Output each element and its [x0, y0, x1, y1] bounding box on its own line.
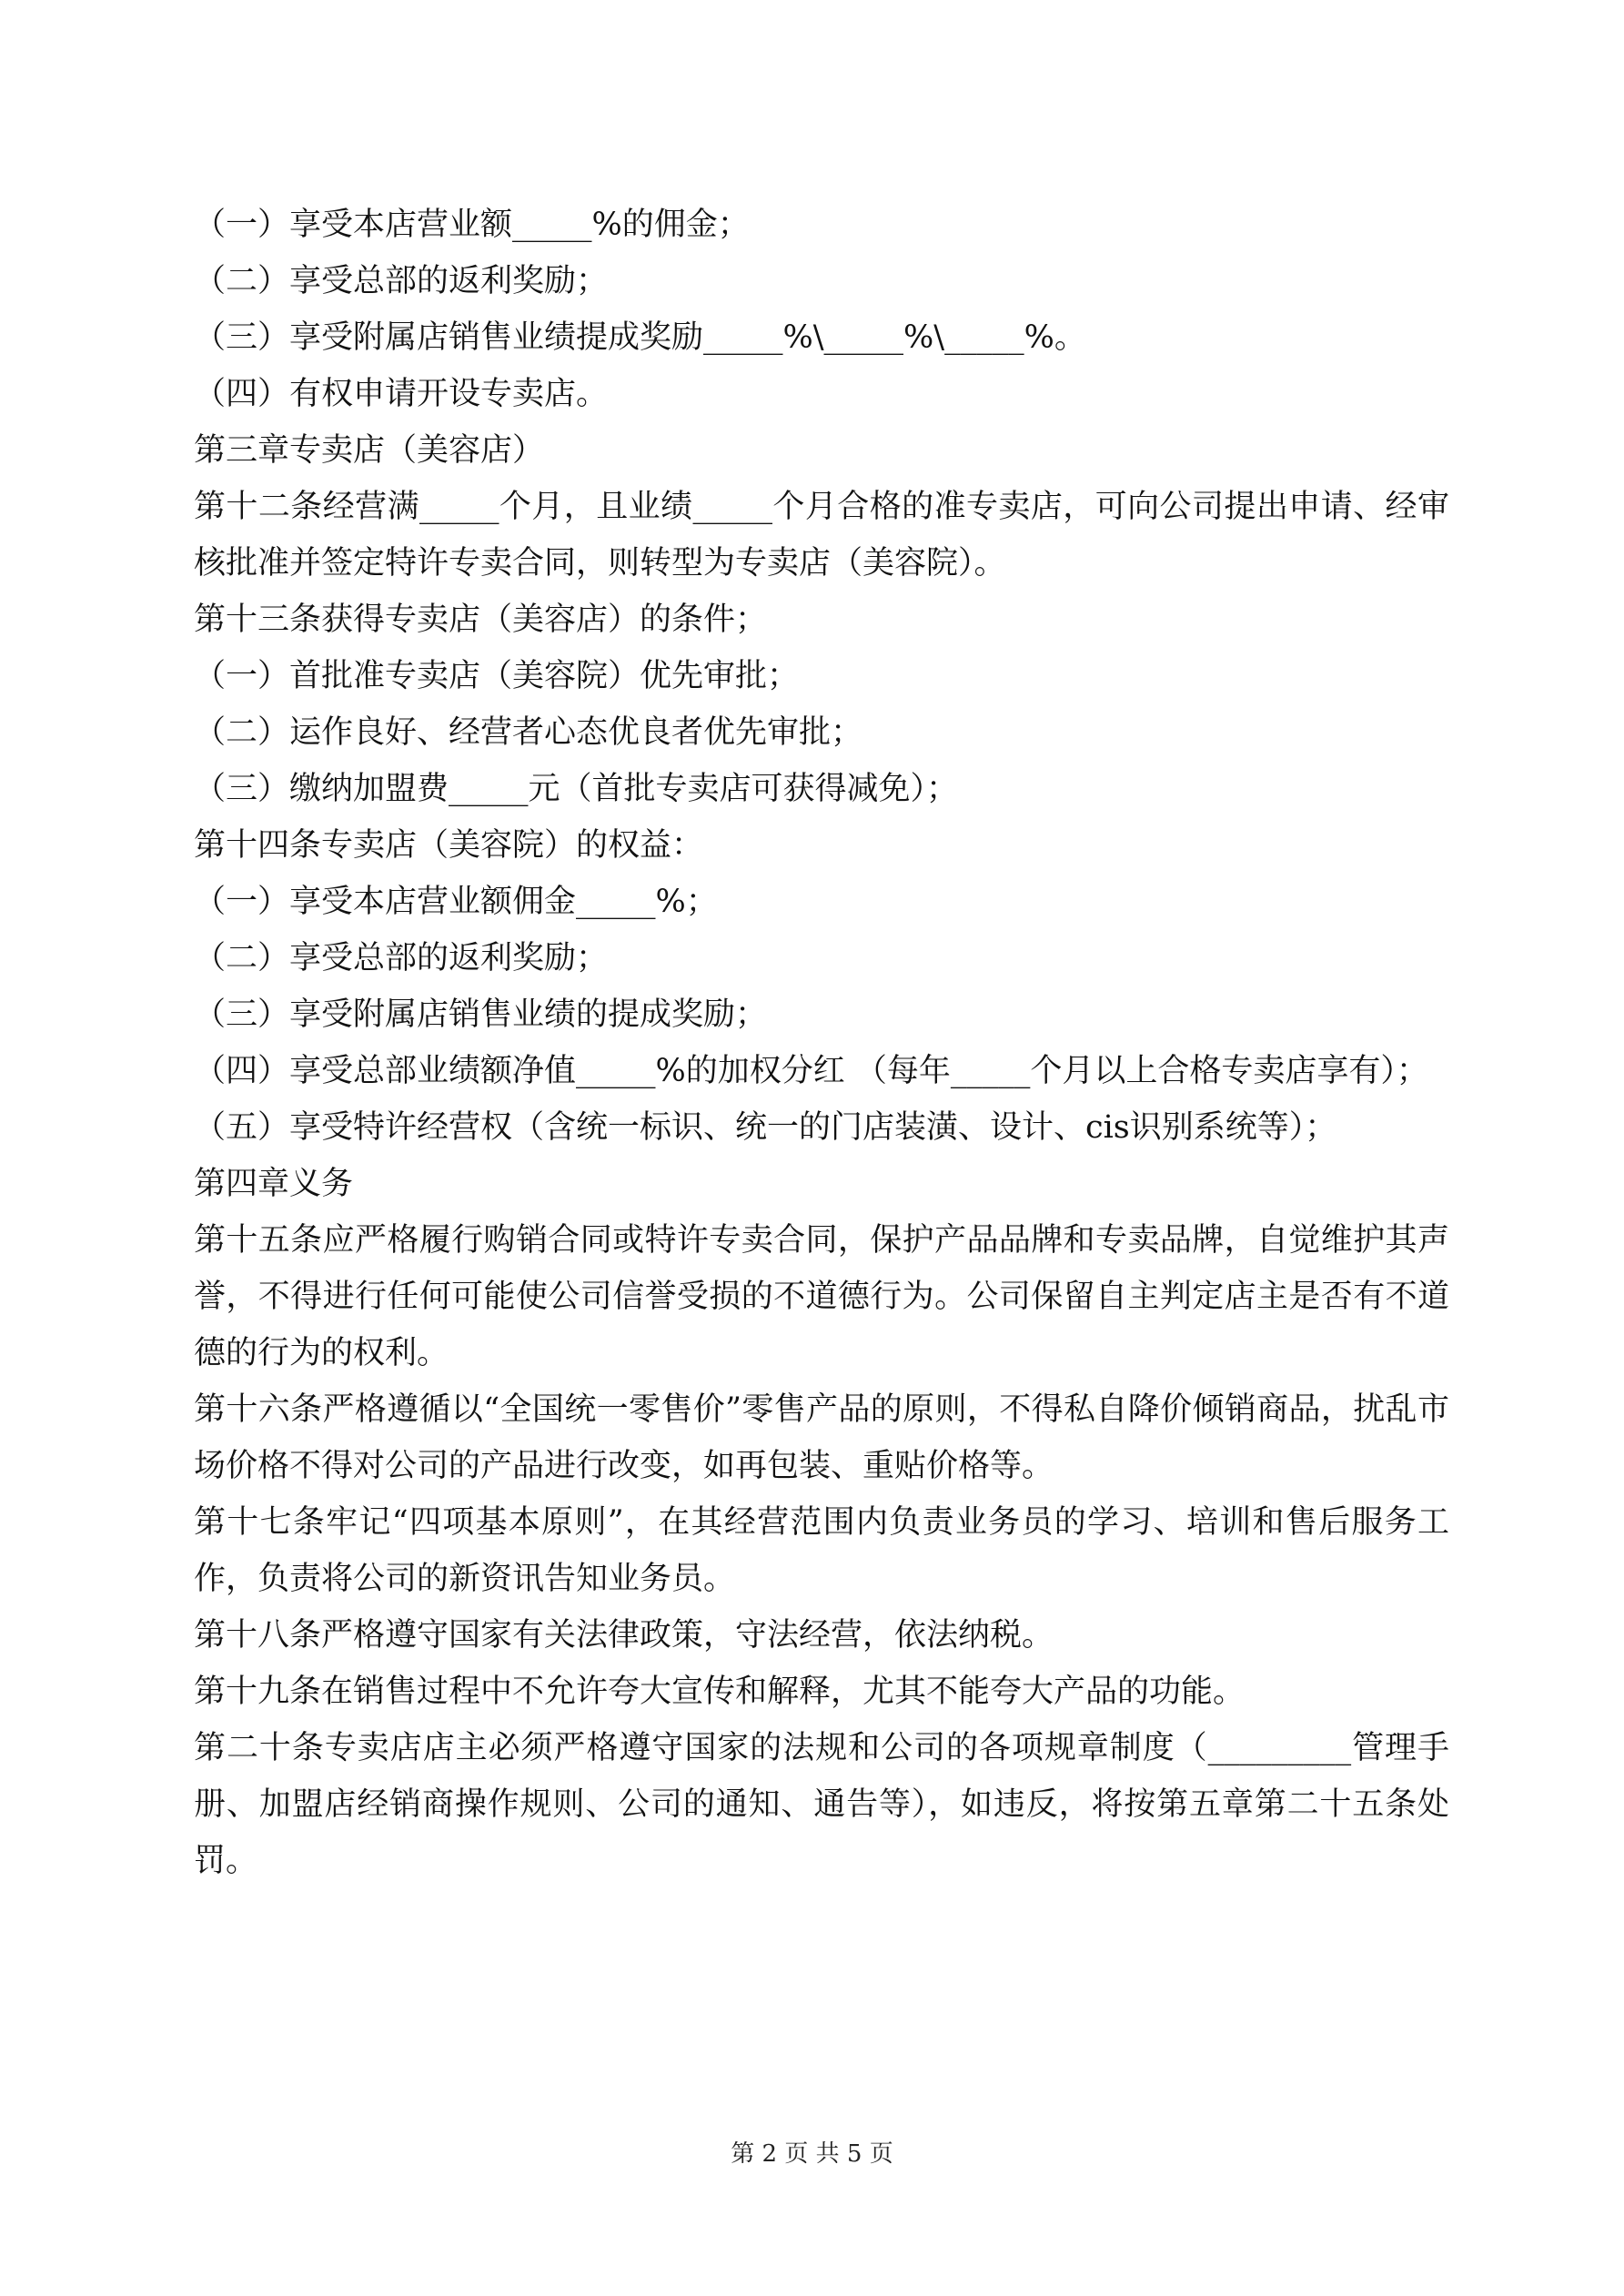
article-paragraph: 第十五条应严格履行购销合同或特许专卖合同，保护产品品牌和专卖品牌，自觉维护其声誉，不得进行任何可能使公司信誉受损的不道德行为。公司保留自主判定店主是否有不道德的行为的权利。	[194, 1222, 1449, 1371]
article-paragraph: 第二十条专卖店店主必须严格遵守国家的法规和公司的各项规章制度（_________管理手册、加盟店经销商操作规则、公司的通知、通告等），如违反，将按第五章第二十五条处罚。	[194, 1730, 1449, 1879]
clause-item: （五）享受特许经营权（含统一标识、统一的门店装潢、设计、cis识别系统等）；	[194, 1109, 1337, 1146]
article-paragraph: 第十三条获得专卖店（美容店）的条件；	[194, 602, 768, 638]
article-paragraph: 第十六条严格遵循以“全国统一零售价”零售产品的原则，不得私自降价倾销商品，扰乱市场价格不得对公司的产品进行改变，如再包装、重贴价格等。	[194, 1391, 1449, 1484]
chapter-heading: 第三章专卖店（美容店）	[194, 432, 545, 469]
document-body	[194, 197, 1449, 1889]
clause-item: （二）享受总部的返利奖励；	[194, 263, 609, 299]
chapter-heading: 第四章义务	[194, 1166, 354, 1202]
clause-item: （四）有权申请开设专卖店。	[194, 376, 609, 412]
clause-item: （二）运作良好、经营者心态优良者优先审批；	[194, 714, 863, 751]
page-number-footer: 第 2 页 共 5 页	[731, 2140, 893, 2168]
clause-item: （三）缴纳加盟费_____元（首批专卖店可获得减免）；	[194, 771, 959, 807]
article-paragraph: 第十四条专卖店（美容院）的权益：	[194, 827, 704, 864]
clause-item: （三）享受附属店销售业绩的提成奖励；	[194, 996, 768, 1033]
clause-item: （一）享受本店营业额_____%的佣金；	[194, 207, 750, 243]
clause-item: （一）享受本店营业额佣金_____%；	[194, 884, 718, 920]
clause-item: （一）首批准专卖店（美容院）优先审批；	[194, 658, 800, 694]
clause-item: （四）享受总部业绩额净值_____%的加权分红 （每年_____个月以上合格专卖店享有）；	[194, 1053, 1428, 1089]
clause-item: （二）享受总部的返利奖励；	[194, 940, 609, 976]
clause-item: （三）享受附属店销售业绩提成奖励_____%\_____%\_____%。	[194, 319, 1086, 356]
article-paragraph: 第十八条严格遵守国家有关法律政策，守法经营，依法纳税。	[194, 1617, 1054, 1654]
article-paragraph: 第十二条经营满_____个月，且业绩_____个月合格的准专卖店，可向公司提出申请、经审核批准并签定特许专卖合同，则转型为专卖店（美容院）。	[194, 489, 1449, 582]
article-paragraph: 第十九条在销售过程中不允许夸大宣传和解释，尤其不能夸大产品的功能。	[194, 1674, 1246, 1710]
article-paragraph: 第十七条牢记“四项基本原则”，在其经营范围内负责业务员的学习、培训和售后服务工作，负责将公司的新资讯告知业务员。	[194, 1504, 1449, 1597]
